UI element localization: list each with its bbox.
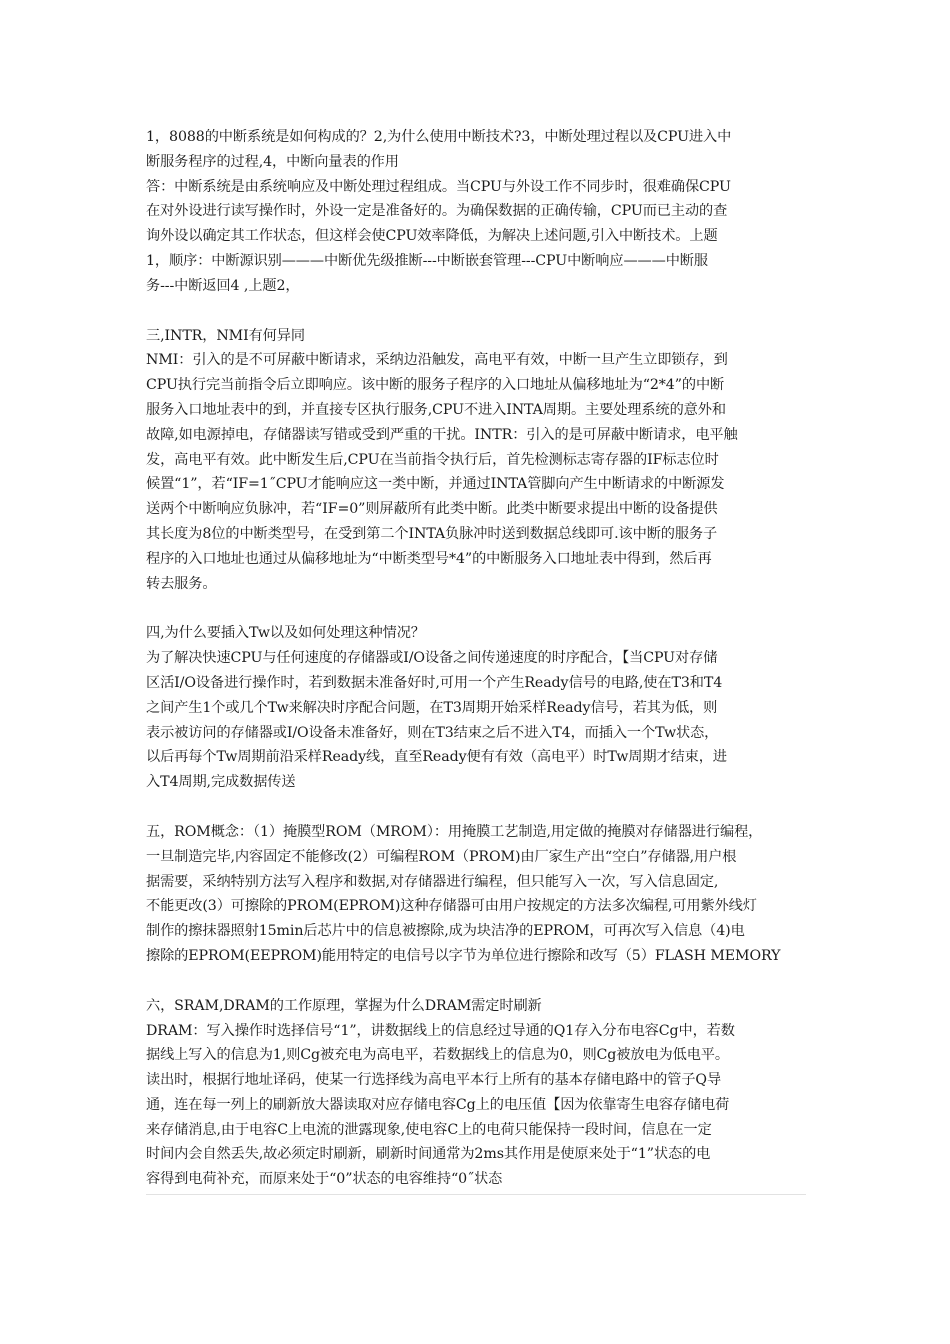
document-body xyxy=(146,125,810,1217)
text-line: 通，连在每一列上的刷新放大器读取对应存储电容Cg上的电压值【因为依靠寄生电容存储电荷 xyxy=(146,1096,730,1113)
text-line: 容得到电荷补充，而原来处于“0”状态的电容维持“0˝状态 xyxy=(146,1171,503,1188)
text-line: 1，顺序：中断源识别———中断优先级推断---中断嵌套管理---CPU中断响应———中断服 xyxy=(146,252,708,269)
text-line: 来存储消息,由于电容C上电流的泄露现象,使电容C上的电荷只能保持一段时间，信息在一定 xyxy=(146,1121,712,1138)
text-line: 发，高电平有效。此中断发生后,CPU在当前指令执行后，首先检测标志寄存器的IF标志位时 xyxy=(146,451,719,468)
section-heading: 五，ROM概念：（1）掩膜型ROM（MROM）：用掩膜工艺制造,用定做的掩膜对存储器进行编程， xyxy=(146,823,763,840)
text-line: 不能更改(3）可擦除的PROM(EPROM)这种存储器可由用户按规定的方法多次编程,可用紫外线灯 xyxy=(146,898,757,915)
section-interrupt-system xyxy=(146,125,810,299)
text-line: 读出时，根据行地址译码，使某一行选择线为高电平本行上所有的基本存储电路中的管子Q导 xyxy=(146,1072,722,1089)
section-tw-wait-state xyxy=(146,621,810,795)
text-line: 入T4周期,完成数据传送 xyxy=(146,774,296,791)
section-sram-dram xyxy=(146,994,810,1192)
text-line: 询外设以确定其工作状态，但这样会使CPU效率降低，为解决上述问题,引入中断技术。上题 xyxy=(146,228,718,245)
text-line: 转去服务。 xyxy=(146,575,217,592)
text-line: 候置“1”，若“IF=1˝CPU才能响应这一类中断，并通过INTA管脚向产生中断请求的中断源发 xyxy=(146,476,725,493)
text-line: 区活I/O设备进行操作时，若到数据未准备好时,可用一个产生Ready信号的电路,使在T3和T4 xyxy=(146,674,723,691)
text-line: 制作的擦抹器照射15min后芯片中的信息被擦除,成为块洁净的EPROM，可再次写入信息（4)电 xyxy=(146,923,745,940)
text-line: 之间产生1个或几个Tw来解决时序配合问题，在T3周期开始采样Ready信号，若其为低，则 xyxy=(146,699,718,716)
text-line: DRAM：写入操作时选择信号“1”，讲数据线上的信息经过导通的Q1存入分布电容Cg中，若数 xyxy=(146,1022,735,1039)
footer-divider xyxy=(146,1194,806,1195)
text-line: 在对外设进行读写操作时，外设一定是准备好的。为确保数据的正确传输，CPU而已主动的查 xyxy=(146,203,728,220)
text-line: 其长度为8位的中断类型号，在受到第二个INTA负脉冲时送到数据总线即可.该中断的服务子 xyxy=(146,525,718,542)
text-line: 时间内会自然丢失,故必须定时刷新，刷新时间通常为2ms其作用是使原来处于“1”状态的电 xyxy=(146,1146,711,1163)
text-line: CPU执行完当前指令后立即响应。该中断的服务子程序的入口地址从偏移地址为“2*4”的中断 xyxy=(146,377,725,394)
text-line: 为了解决快速CPU与任何速度的存储器或I/O设备之间传递速度的时序配合，【当CPU对存储 xyxy=(146,650,718,667)
text-line: 一旦制造完毕,内容固定不能修改(2）可编程ROM（PROM)由厂家生产出“空白”存储器,用户根 xyxy=(146,848,737,865)
section-intr-nmi xyxy=(146,324,810,597)
text-line: 故障,如电源掉电，存储器读写错或受到严重的干扰。INTR：引入的是可屏蔽中断请求，电平触 xyxy=(146,426,738,443)
text-line: 1，8088的中断系统是如何构成的？2,为什么使用中断技术?3，中断处理过程以及CPU进入中 xyxy=(146,129,732,145)
text-line: 务---中断返回4 ,上题2， xyxy=(146,277,300,294)
section-heading: 三,INTR，NMI有何异同 xyxy=(146,327,305,344)
text-line: 以后再每个Tw周期前沿采样Ready线，直至Ready便有有效（高电平）时Tw周期才结束，进 xyxy=(146,749,727,766)
section-heading: 四,为什么要插入Tw以及如何处理这种情况？ xyxy=(146,625,425,642)
section-rom-concepts xyxy=(146,820,810,969)
text-line: 送两个中断响应负脉冲，若“IF=0”则屏蔽所有此类中断。此类中断要求提出中断的设备提供 xyxy=(146,501,718,518)
text-line: NMI：引入的是不可屏蔽中断请求，采纳边沿触发，高电平有效，中断一旦产生立即锁存，到 xyxy=(146,352,728,369)
text-line: 据需要，采纳特别方法写入程序和数据,对存储器进行编程，但只能写入一次，写入信息固定, xyxy=(146,873,719,890)
text-line: 答：中断系统是由系统响应及中断处理过程组成。当CPU与外设工作不同步时，很难确保CPU xyxy=(146,178,731,195)
section-heading: 六，SRAM,DRAM的工作原理，掌握为什么DRAM需定时刷新 xyxy=(146,997,542,1014)
text-line: 程序的入口地址也通过从偏移地址为“中断类型号*4”的中断服务入口地址表中得到，然后再 xyxy=(146,550,712,567)
text-line: 据线上写入的信息为1,则Cg被充电为高电平，若数据线上的信息为0，则Cg被放电为低电平。 xyxy=(146,1047,729,1064)
text-line: 擦除的EPROM(EEPROM)能用特定的电信号以字节为单位进行擦除和改写（5）FLASH MEMORY xyxy=(146,947,781,964)
text-line: 服务入口地址表中的到，并直接专区执行服务,CPU不进入INTA周期。主要处理系统的意外和 xyxy=(146,401,726,418)
text-line: 表示被访问的存储器或I/O设备未准备好，则在T3结束之后不进入T4，而插入一个Tw状态， xyxy=(146,724,719,741)
text-line: 断服务程序的过程,4，中断向量表的作用 xyxy=(146,153,399,170)
